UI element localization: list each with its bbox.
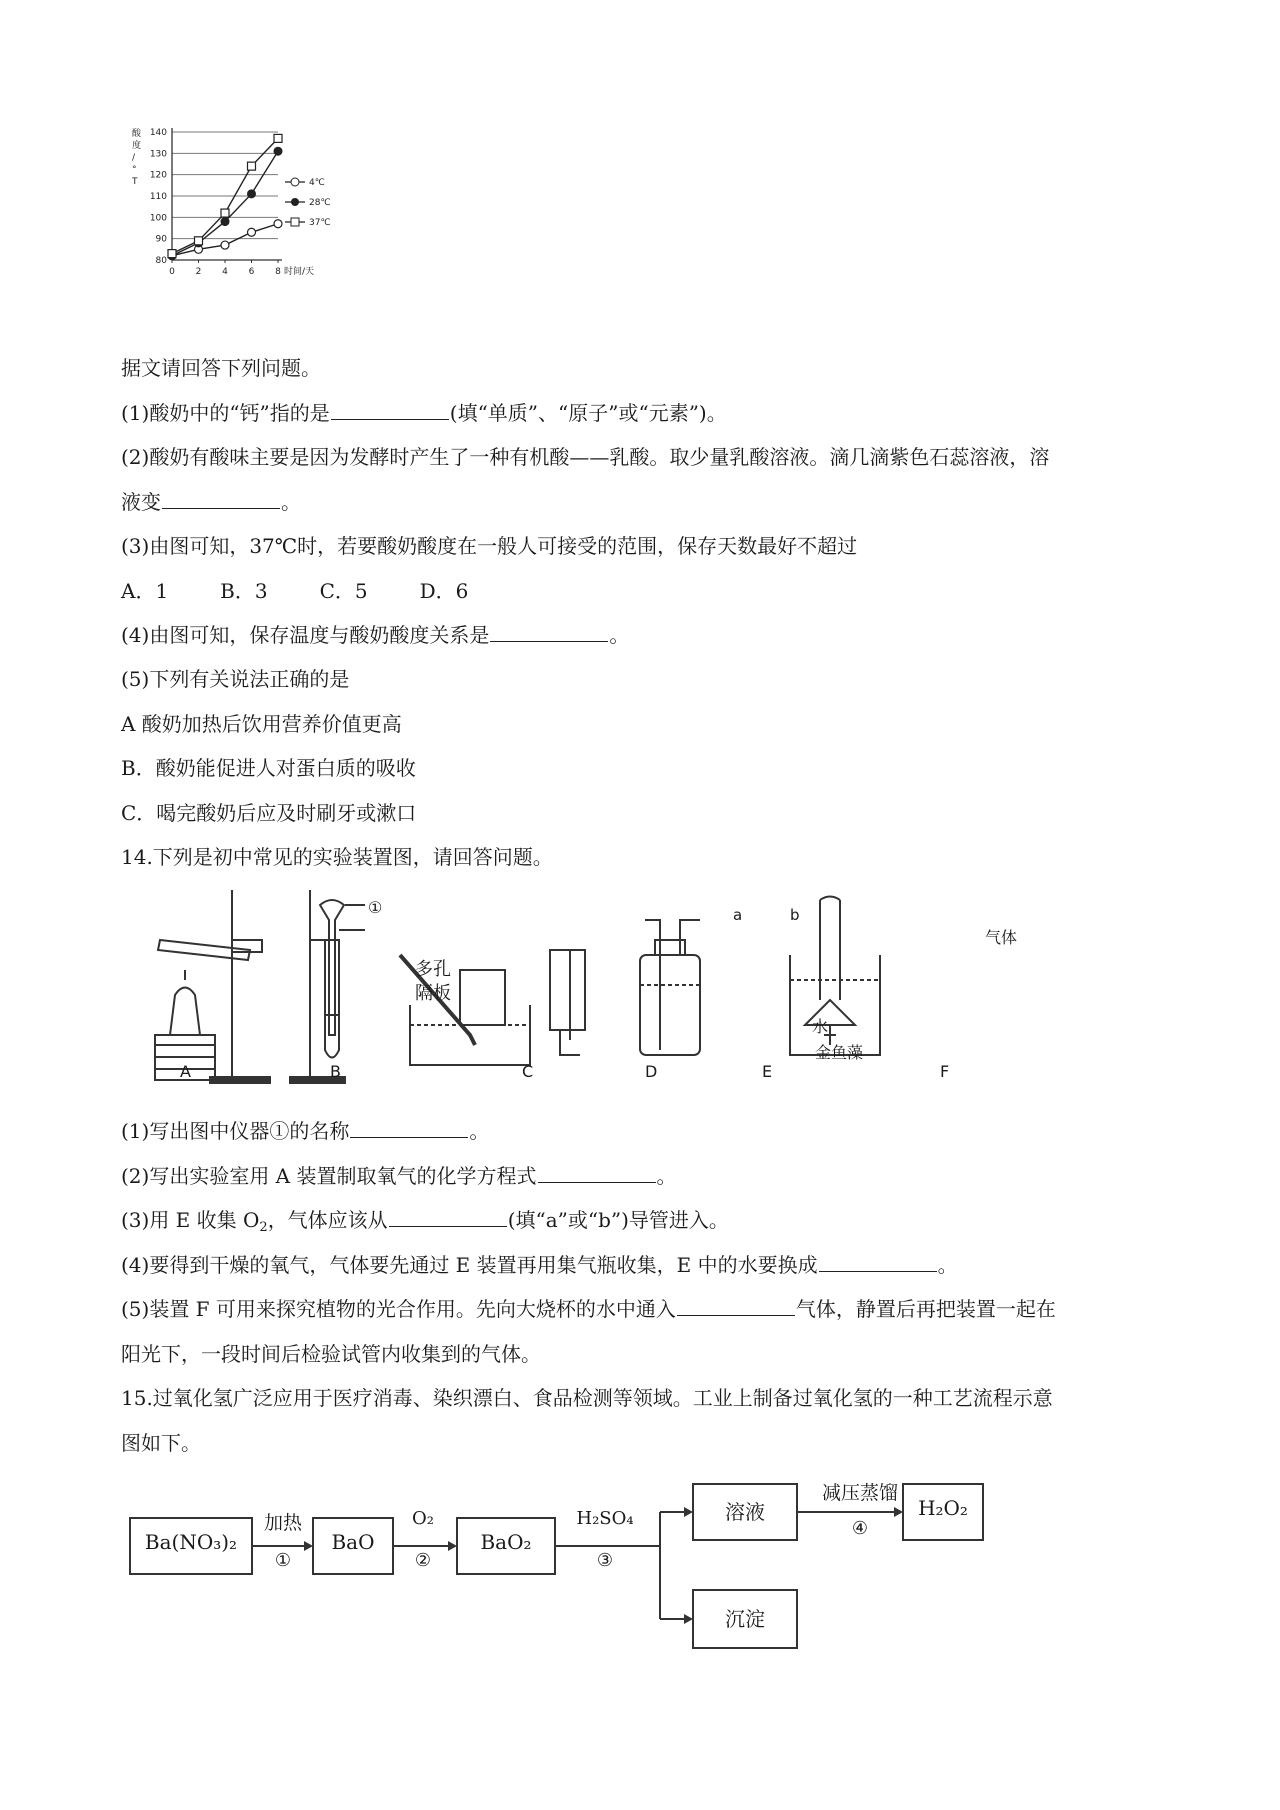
- y-tick-label: 120: [149, 170, 167, 181]
- question-14-5-continued: 阳光下，一段时间后检验试管内收集到的气体。: [121, 1342, 541, 1366]
- option-b[interactable]: B．3: [220, 579, 268, 603]
- q14-4-text-a: (4)要得到干燥的氧气，气体要先通过 E 装置再用集气瓶收集，E 中的水要换成: [121, 1253, 818, 1277]
- arrow-3-label: H₂SO₄: [576, 1508, 634, 1529]
- question-5: (5)下列有关说法正确的是: [121, 667, 350, 691]
- chart-legend: [285, 178, 331, 228]
- q14-3-subscript: 2: [259, 1220, 268, 1235]
- x-tick-label: 0: [169, 267, 175, 277]
- tube-a-label: a: [733, 906, 743, 924]
- data-point: [274, 134, 282, 142]
- answer-blank-q14-4[interactable]: [819, 1251, 937, 1272]
- series-line: [172, 151, 278, 256]
- arrow-1-label: 加热: [263, 1512, 302, 1534]
- option-c[interactable]: C．5: [319, 579, 368, 603]
- q5-option-a[interactable]: A 酸奶加热后饮用营养价值更高: [121, 712, 402, 736]
- y-axis-label: 酸度/ ° T: [132, 129, 142, 187]
- q4-text-a: (4)由图可知，保存温度与酸奶酸度关系是: [121, 623, 490, 647]
- q1-text-a: (1)酸奶中的“钙”指的是: [121, 401, 330, 425]
- question-2-line-2: [121, 486, 301, 515]
- answer-blank-q14-5[interactable]: [677, 1295, 795, 1316]
- question-3-options: [121, 575, 520, 604]
- x-tick-label: 2: [195, 267, 202, 277]
- data-point: [221, 209, 229, 217]
- flow-box-2-label: BaO: [331, 1530, 375, 1554]
- y-tick-label: 140: [149, 128, 167, 138]
- flow-box-6-label: 沉淀: [725, 1607, 765, 1631]
- q14-1-text-b: 。: [469, 1119, 490, 1143]
- x-tick-label: 4: [222, 267, 228, 277]
- q14-1-text-a: (1)写出图中仪器①的名称: [121, 1119, 350, 1143]
- legend-label: 37℃: [309, 218, 331, 228]
- y-tick-label: 130: [149, 149, 167, 160]
- porous-plate-label-1: 多孔: [415, 959, 451, 980]
- data-point: [248, 190, 256, 198]
- label-f: F: [940, 1062, 950, 1081]
- legend-marker: [291, 198, 299, 206]
- x-tick-label: 6: [248, 267, 255, 277]
- plant-label: 金鱼藻: [815, 1043, 864, 1062]
- question-14-3: [121, 1204, 729, 1233]
- apparatus-d: [550, 950, 585, 1055]
- question-4: [121, 619, 629, 648]
- series-line: [172, 224, 278, 256]
- question-14-title: 14.下列是初中常见的实验装置图，请回答问题。: [121, 845, 553, 869]
- q14-2-text-a: (2)写出实验室用 A 装置制取氧气的化学方程式: [121, 1164, 537, 1188]
- legend-marker: [291, 218, 299, 226]
- porous-plate-label-2: 隔板: [415, 983, 451, 1004]
- arrow-2-label: O₂: [412, 1508, 434, 1529]
- option-a[interactable]: A．1: [121, 579, 169, 603]
- q5-option-c[interactable]: C．喝完酸奶后应及时刷牙或漱口: [121, 801, 417, 825]
- question-14-2: [121, 1160, 677, 1189]
- data-point: [221, 218, 229, 226]
- q14-3-text-a: (3)用 E 收集 O: [121, 1208, 260, 1232]
- question-14-5: [121, 1293, 1056, 1322]
- q1-text-b: (填“单质”、“原子”或“元素”)。: [449, 401, 727, 425]
- y-tick-label: 90: [155, 234, 167, 245]
- question-2-line-1: (2)酸奶有酸味主要是因为发酵时产生了一种有机酸——乳酸。取少量乳酸溶液。滴几滴紫色石蕊溶液，溶: [121, 445, 1050, 469]
- answer-blank-q4[interactable]: [490, 621, 608, 642]
- y-tick-label: 80: [155, 256, 167, 266]
- answer-blank-q1[interactable]: [331, 399, 449, 420]
- answer-blank-q14-1[interactable]: [350, 1117, 468, 1138]
- data-point: [195, 237, 203, 245]
- q2-text-c: 。: [281, 490, 301, 514]
- answer-blank-q14-2[interactable]: [538, 1162, 656, 1183]
- data-point: [274, 220, 282, 228]
- y-tick-label: 110: [149, 192, 167, 202]
- q14-5-text-a: (5)装置 F 可用来探究植物的光合作用。先向大烧杯的水中通入: [121, 1297, 676, 1321]
- arrow-1-step: ①: [274, 1550, 292, 1571]
- apparatus-a: [155, 890, 270, 1083]
- label-e: E: [762, 1062, 773, 1081]
- q14-3-text-c: (填“a”或“b”)导管进入。: [507, 1208, 729, 1232]
- apparatus-f: [790, 897, 880, 1056]
- q2-text-b: 液变: [121, 490, 161, 514]
- legend-marker: [291, 178, 299, 186]
- arrow-3-step: ③: [596, 1550, 614, 1571]
- label-c: C: [522, 1062, 534, 1081]
- q14-2-text-b: 。: [656, 1164, 677, 1188]
- arrow-2-step: ②: [414, 1550, 432, 1571]
- question-15-line-1: 15.过氧化氢广泛应用于医疗消毒、染织漂白、食品检测等领域。工业上制备过氧化氢的一种工艺流程示意: [121, 1386, 1053, 1410]
- answer-blank-q2[interactable]: [162, 488, 280, 509]
- data-point: [274, 147, 282, 155]
- water-label: 水: [812, 1017, 829, 1036]
- answer-blank-q14-3[interactable]: [389, 1206, 507, 1227]
- porous-plate-label: [415, 958, 451, 1006]
- apparatus-b: [290, 890, 365, 1083]
- instrument-marker-1: ①: [368, 898, 383, 917]
- x-tick-label: 8: [275, 267, 281, 277]
- legend-label: 4℃: [309, 178, 325, 188]
- legend-label: 28℃: [309, 198, 331, 208]
- question-14-4: [121, 1249, 958, 1278]
- q4-text-b: 。: [609, 623, 630, 647]
- intro-line: 据文请回答下列问题。: [121, 356, 321, 380]
- q14-3-text-b: ，气体应该从: [267, 1208, 388, 1232]
- label-a: A: [180, 1062, 191, 1081]
- acidity-chart: [120, 122, 420, 322]
- y-tick-label: 100: [149, 213, 167, 224]
- tube-b-label: b: [790, 906, 800, 924]
- question-14-1: [121, 1115, 489, 1144]
- arrow-4-step: ④: [851, 1518, 869, 1539]
- q14-4-text-b: 。: [937, 1253, 958, 1277]
- question-3: (3)由图可知，37℃时，若要酸奶酸度在一般人可接受的范围，保存天数最好不超过: [121, 534, 858, 558]
- gas-label: 气体: [985, 928, 1018, 947]
- apparatus-e: [640, 920, 700, 1055]
- q5-option-b[interactable]: B．酸奶能促进人对蛋白质的吸收: [121, 756, 416, 780]
- question-15-line-2: 图如下。: [121, 1431, 201, 1455]
- q14-5-text-b: 气体，静置后再把装置一起在: [795, 1297, 1056, 1321]
- apparatus-figure: [140, 885, 1060, 1115]
- flow-box-1-label: Ba(NO₃)₂: [144, 1530, 238, 1554]
- x-axis-label: 时间/天: [284, 267, 315, 277]
- flow-box-4-label: 溶液: [725, 1500, 765, 1524]
- question-1: [121, 397, 727, 426]
- data-point: [168, 250, 176, 258]
- data-point: [248, 162, 256, 170]
- data-point: [221, 241, 229, 249]
- option-d[interactable]: D．6: [419, 579, 469, 603]
- arrow-4-label: 减压蒸馏: [821, 1482, 898, 1504]
- flow-box-5-label: H₂O₂: [918, 1496, 968, 1520]
- label-b: B: [330, 1062, 341, 1081]
- flow-box-3-label: BaO₂: [480, 1530, 532, 1554]
- label-d: D: [645, 1062, 658, 1081]
- data-point: [248, 228, 256, 236]
